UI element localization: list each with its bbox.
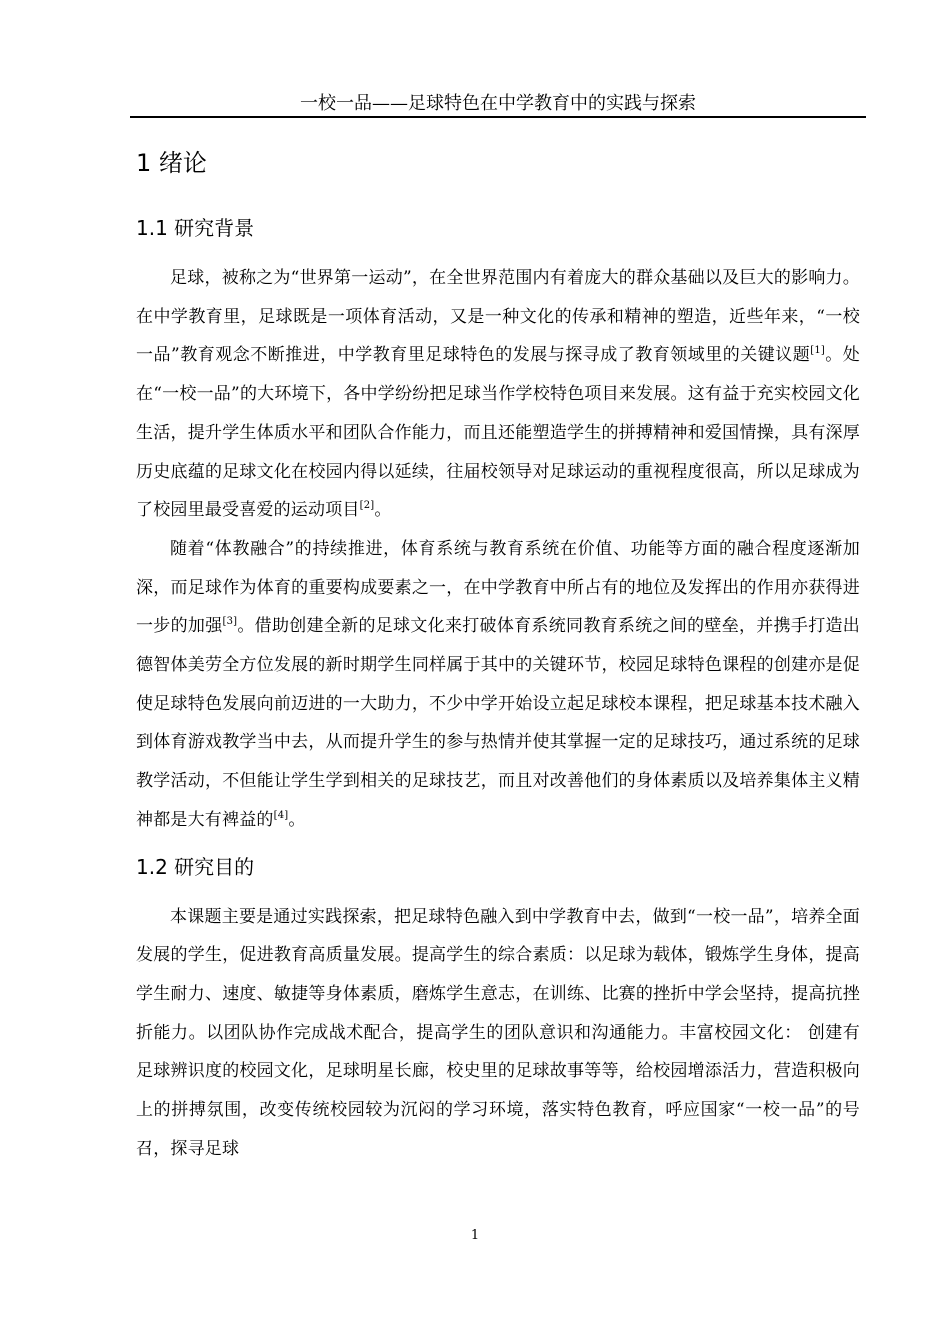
section-title-1-1: 1.1 研究背景	[136, 216, 255, 240]
citation-ref: [2]	[359, 500, 375, 512]
running-header: 一校一品——足球特色在中学教育中的实践与探索	[300, 93, 696, 114]
section-title-1-2: 1.2 研究目的	[136, 854, 255, 879]
text-segment: 。借助创建全新的足球文化来打破体育系统同教育系统之间的壁垒，并携手打造出德智体美劳全方位发展的新时期学生同样属于其中的关键环节，校园足球特色课程的创建亦是促使足球特色发展向前迈进的一大助力，不少中学开始设立起足球校本课程，把足球基本技术融入到体育游戏教学当中去，从而提升学生的参与热情并使其掌握一定的足球技巧，通过系统的足球教学活动，不但能让学生学到相关的足球技艺，而且对改善他们的身体素质以及培养集体主义精神都是大有裨益的	[136, 616, 861, 830]
citation-ref: [4]	[273, 809, 289, 821]
text-segment: 。	[374, 500, 392, 521]
chapter-title: 1 绪论	[136, 149, 207, 177]
text-segment: 随着“体教融合”的持续推进，体育系统与教育系统在价值、功能等方面的融合程度逐渐加深，而足球作为体育的重要构成要素之一，在中学教育中所占有的地位及发挥出的作用亦获得进一步的加强	[136, 538, 860, 637]
paragraph-1-1-2	[136, 530, 860, 840]
text-segment: 足球，被称之为“世界第一运动”，在全世界范围内有着庞大的群众基础以及巨大的影响力。在中学教育里，足球既是一项体育活动，又是一种文化的传承和精神的塑造，近些年来，“一校一品”教育观念不断推进，中学教育里足球特色的发展与探寻成了教育领域里的关键议题	[136, 268, 860, 366]
text-segment: 本课题主要是通过实践探索，把足球特色融入到中学教育中去，做到“一校一品”，培养全面发展的学生，促进教育高质量发展。提高学生的综合素质：以足球为载体，锻炼学生身体，提高学生耐力、速度、敏捷等身体素质，磨炼学生意志，在训练、比赛的挫折中学会坚持，提高抗挫折能力。以团队协作完成战术配合，提高学生的团队意识和沟通能力。丰富校园文化： 创建有足球辨识度的校园文化，足球明星长廊，校史里的足球故事等等，给校园增添活力，营造积极向上的拼搏氛围，改变传统校园较为沉闷的学习环境，落实特色教育，呼应国家“一校一品”的号召，探寻足球	[136, 906, 860, 1159]
page-body	[136, 145, 860, 1168]
text-segment: 。	[288, 809, 306, 830]
text-segment: 。处在“一校一品”的大环境下，各中学纷纷把足球当作学校特色项目来发展。这有益于充实校园文化生活，提升学生体质水平和团队合作能力，而且还能塑造学生的拼搏精神和爱国情操，具有深厚历史底蕴的足球文化在校园内得以延续，往届校领导对足球运动的重视程度很高，所以足球成为了校园里最受喜爱的运动项目	[136, 345, 860, 521]
citation-ref: [1]	[810, 345, 825, 357]
page-number: 1	[470, 1228, 480, 1243]
header-rule	[130, 116, 866, 118]
paragraph-1-1-1	[136, 259, 860, 530]
citation-ref: [3]	[222, 616, 238, 628]
paragraph-1-2-1	[136, 898, 860, 1169]
